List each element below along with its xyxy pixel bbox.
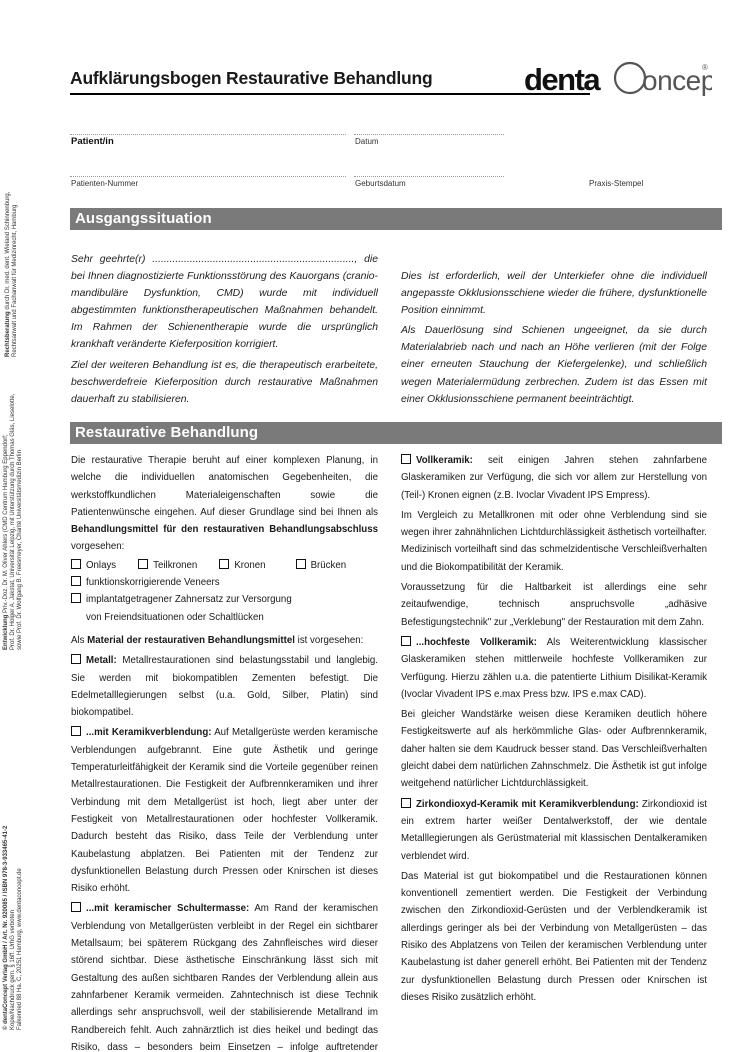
logo-denta-text: denta (524, 62, 600, 97)
geburtsdatum-line (354, 176, 504, 177)
vollkeramik-p3: Voraussetzung für die Haltbarkeit ist allerdings eine sehr zeitaufwendige, technisch anspruchsvolle „adhäsive Befestigungstechnik" zur „Verklebung" der Restauration mit dem Zahn. (401, 582, 707, 628)
vollkeramik-checkbox[interactable] (401, 454, 411, 464)
ausgangssituation-right-column (401, 268, 707, 408)
kronen-checkbox[interactable] (219, 559, 229, 569)
hochfest-label: ...hochfeste Vollkeramik: (416, 636, 537, 648)
option-veneers[interactable] (71, 574, 378, 591)
datum-line (354, 134, 504, 135)
vollkeramik-p2: Im Vergleich zu Metallkronen mit oder ohne Verblendung sind sie wegen ihrer zahnähnlichen Lichtdurchlässigkeit ästhetisch vorteilhafter. Medizinisch vorteilhaft sind das schmelzidentische Verschleißverhalten und die Biokompatibilität der Keramik. (401, 509, 707, 573)
patient-line (70, 134, 346, 135)
page-title: Aufklärungsbogen Restaurative Behandlung (70, 68, 433, 88)
keramikverblendung-text: Auf Metallgerüste werden keramische Verblendungen aufgebrannt. Eine gute Ästhetik und geringe Temperaturleitfähigkeit der Keramik sind die Vorteile gegenüber reinen Metallrestaurationen. Die Festigkeit der Aufbrennkeramiken und ihrer Verbindung mit dem Metallgerüst ist hoch, liegt aber unter der Festigkeit von Metallrestaurationen oder hochfester Vollkeramik. Dadurch besteht das Risiko, dass Teile der Verblendung unter Kaubelastung abplatzen. Bei Patienten mit der Tendenz zur dysfunktionellen Belastung durch Pressen oder Knirschen ist dieses Risiko erhöht. (71, 727, 378, 895)
logo-graphic (522, 56, 712, 102)
keramikverblendung-label: ...mit Keramikverblendung: (86, 727, 212, 739)
section-restaurative-title: Restaurative Behandlung (75, 424, 259, 441)
option-bruecken[interactable] (296, 557, 347, 574)
entwicklung-text2: Prof. Dr. Holger A. Jakstat, Universität Leipzig, mit Unterstützung durch Thomas Gläs, Lieselotte, (10, 393, 17, 650)
ausgangssituation-right-p2: Als Dauerlösung sind Schienen ungeeignet, da sie durch Materialabrieb nach und nach an Höhe verlieren (mit der Folge einer erneuten Stauchung der Kiefergelenke), und schließlich wegen Materialermüdung zerbrechen. Zudem ist das Essen mit einer Okklusionsschiene permanent beeinträchtigt. (401, 325, 707, 405)
logo-concept-text: oncep (642, 65, 712, 96)
bruecken-label: Brücken (310, 559, 347, 571)
option-zirkon (401, 796, 707, 865)
praxis-stempel-label: Praxis-Stempel (589, 179, 644, 188)
hochfest-text: Als Weiterentwicklung klassischer Glaskeramiken stehen mittlerweile hochfeste Vollkeramiken zur Verfügung. Hierzu zählen u.a. die patentierte Lithium Disilikat-Keramik (Ivoclar Vivadent IPS e.max Press bzw. IPS e.max CAD). (401, 636, 708, 700)
ausgangssituation-left-p1: Sehr geehrte(r) ......................................................................, die bei Ihnen diagnostizierte Funktionsstörung des Kauorgans (cranio-mandibuläre Dysfunktion, CMD) wurde mit individuell abgestimmten funktionstherapeutischen Maßnahmen behandelt. Im Rahmen der Schienentherapie wurde die ursprünglich krankhaft veränderte Kieferposition korrigiert. (71, 254, 378, 351)
sidebar-entwicklung (3, 393, 25, 650)
implantat-checkbox[interactable] (71, 593, 81, 603)
rechtsberatung-label: Rechtsberatung (5, 311, 11, 357)
ausgangssituation-right-p1: Dies ist erforderlich, weil der Unterkiefer ohne die individuell angepasste Okklusionsschiene wieder die frühere, dysfunktionelle Position einnimmt. (401, 271, 707, 317)
hochfest-checkbox[interactable] (401, 636, 411, 646)
veneers-checkbox[interactable] (71, 576, 81, 586)
geburtsdatum-field-label: Geburtsdatum (355, 179, 406, 188)
section-ausgangssituation-header (70, 208, 722, 230)
material-pre: Als (71, 634, 88, 646)
intro-bold: Behandlungsmittel für den restaurativen Behandlungsabschluss (71, 524, 378, 536)
metall-text: Metallrestaurationen sind belastungsstabil und langlebig. Sie werden mit biokompatiblen Zementen befestigt. Die Edelmetalllegierungen selbst (u.a. Gold, Silber, Platin) sind biokompatibel. (71, 655, 378, 719)
section-ausgangssituation-title: Ausgangssituation (75, 210, 212, 227)
vollkeramik-text: seit einigen Jahren stehen zahnfarbene Glaskeramiken zur Verfügung, die sich vor allem zur Herstellung von (Teil-) Kronen eignen (z.B. Ivoclar Vivadent IPS Empress). (401, 455, 707, 501)
option-metall (71, 652, 378, 721)
ausgangssituation-left-p2: Ziel der weiteren Behandlung ist es, die therapeutisch erarbeitete, beschwerdefreie Kieferposition durch restaurative Maßnahmen dauerhaft zu stabilisieren. (71, 359, 378, 405)
copyright-line1: © dentaConcept Verlag GmbH / Art. Nr. 920085 / ISBN 978-3-933465-41-2 (3, 825, 9, 1030)
copyright-line3: Falkenried 88 Ha. C, 20251 Hamburg, www.dentaconcept.de (17, 868, 24, 1030)
copyright-line2: Kopie/Nachdruck gem. § 16ff. UrhG verboten (10, 910, 17, 1030)
intro-text: Die restaurative Therapie beruht auf einer komplexen Planung, in welche die individuellen anatomischen Gegebenheiten, die werkstoffkundlichen Materialeigenschaften sowie die Patientenwünsche eingehen. Auf dieser Grundlage sind bei Ihnen als (71, 455, 378, 518)
teilkronen-checkbox[interactable] (138, 559, 148, 569)
section-restaurative-header (70, 422, 722, 444)
bruecken-checkbox[interactable] (296, 559, 306, 569)
hochfest-p2: Bei gleicher Wandstärke weisen diese Keramiken deutlich höhere Festigkeitswerte auf als herkömmliche Glas- oder Aufbrennkeramik, daher halten sie dem Kaudruck besser stand. Das Verschleißverhalten gleicht dabei dem natürlichen Zahnschmelz. Die Ästhetik ist gut infolge weitgehend natürlicher Lichtdurchlässigkeit. (401, 709, 707, 790)
logo-circle (615, 63, 645, 93)
material-bold: Material der restaurativen Behandlungsmittel (87, 634, 295, 646)
sidebar-rechtsberatung (5, 191, 19, 357)
ausgangssituation-left-column (71, 251, 378, 408)
option-hochfest (401, 634, 707, 703)
option-implantat[interactable] (71, 591, 378, 608)
entwicklung-text1: Priv.-Doz. Dr. M. Oliver Ahlers (CMD Centrum Hamburg Eppendorf; (3, 434, 9, 615)
entwicklung-text3: sowie Prof. Dr. Wolfgang B. Freesmeyer, Charité Universitätsmedizin Berlin (17, 450, 24, 650)
metall-label: Metall: (86, 655, 117, 667)
rechtsberatung-text2: Rechtsanwalt und Fachanwalt für Medizinrecht, Hamburg (12, 204, 19, 357)
material-intro (71, 632, 378, 649)
option-schultermasse (71, 900, 378, 1052)
option-keramikverblendung (71, 724, 378, 897)
restaurative-right-column (401, 452, 707, 1006)
schultermasse-text: Am Rand der keramischen Verblendung von Metallgerüsten verbleibt in der Regel ein sichtbarer Metallsaum; bei späterem Rückgang des Zahnfleisches wird dieser störend sichtbar. Diese ästhetische Einschränkung lässt sich mit Gestaltung des außen sichtbaren Randes der Verblendung allein aus zahnfarbener Keramik vermeiden. Zahntechnisch ist diese Technik allerdings sehr anspruchsvoll, weil der stabilisierende Metallrand im Randbereich fehlt. Auch zahnärztlich ist dies heikel und bedingt das Risiko, dass – besonders beim Einsetzen – infolge auftretender (71, 903, 378, 1052)
datum-field-label: Datum (355, 137, 379, 146)
option-teilkronen[interactable] (138, 557, 197, 574)
implantat-label-cont: von Freiendsituationen oder Schaltlücken (86, 611, 264, 623)
title-rule (70, 93, 590, 95)
veneers-label: funktionskorrigierende Veneers (86, 577, 220, 589)
teilkronen-label: Teilkronen (153, 559, 198, 571)
vollkeramik-label: Vollkeramik: (416, 455, 473, 466)
metall-checkbox[interactable] (71, 654, 81, 664)
zirkon-checkbox[interactable] (401, 798, 411, 808)
logo-registered-mark: ® (702, 63, 708, 72)
sidebar-copyright (3, 825, 25, 1030)
kronen-label: Kronen (234, 559, 266, 571)
restaurative-left-column (71, 452, 378, 1052)
onlays-checkbox[interactable] (71, 559, 81, 569)
patientennummer-field-label: Patienten-Nummer (71, 179, 139, 188)
schultermasse-checkbox[interactable] (71, 902, 81, 912)
material-end: ist vorgesehen: (294, 634, 364, 646)
schultermasse-label: ...mit keramischer Schultermasse: (86, 903, 250, 915)
entwicklung-label: Entwicklung (3, 614, 9, 650)
zirkon-text: Zirkondioxid ist ein extrem harter weißer Dentalwerkstoff, der wie dentale Metalllegierungen als Gerüstmaterial mit klassischen Dentalkeramiken verblendet wird. (401, 798, 707, 862)
dentaconcept-logo (522, 56, 712, 102)
option-kronen[interactable] (219, 557, 265, 574)
onlays-label: Onlays (86, 559, 117, 571)
rechtsberatung-text1: durch Dr. med. dent. Wieland Schinnenburg, (5, 191, 11, 312)
keramikverblendung-checkbox[interactable] (71, 726, 81, 736)
patientennummer-line (70, 176, 346, 177)
implantat-label: implantatgetragener Zahnersatz zur Versorgung (86, 594, 292, 606)
intro-end: vorgesehen: (71, 541, 125, 553)
zirkon-p2: Das Material ist gut biokompatibel und die Restaurationen können konventionell zementiert werden. Die Festigkeit der Verbindung zwischen den Zirkondioxid-Gerüsten und der Verblendkeramik ist allerdings geringer als bei der Verbindung von Metallgerüsten – das Risiko des Abplatzens von Teilen der keramischen Verblendung unter Kaubelastung ist daher generell erhöht. Bei Patienten mit der Tendenz zur dysfunktionellen Belastung durch Pressen oder Knirschen ist dieses Risiko zusätzlich erhöht. (401, 870, 707, 1003)
patient-field-label: Patient/in (71, 136, 114, 147)
zirkon-label: Zirkondioxyd-Keramik mit Keramikverblendung: (416, 798, 639, 810)
option-row-types (71, 557, 378, 574)
restaurative-intro (71, 452, 378, 556)
option-vollkeramik (401, 452, 707, 504)
option-onlays[interactable] (71, 557, 116, 574)
